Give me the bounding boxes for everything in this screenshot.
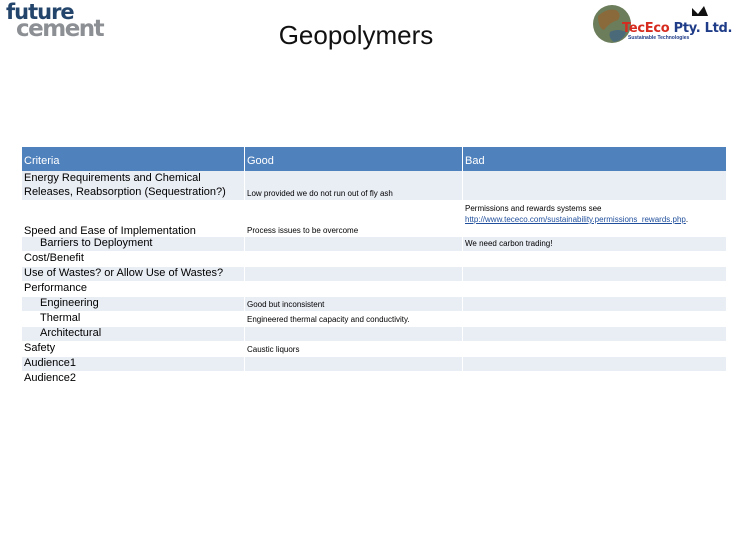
good-cell: Good but inconsistent <box>245 297 463 311</box>
table-row <box>22 282 726 297</box>
good-cell: Engineered thermal capacity and conductivity. <box>245 312 463 326</box>
table-row <box>22 327 726 342</box>
table-row <box>22 357 726 372</box>
page-title: Geopolymers <box>278 20 434 50</box>
good-cell: Low provided we do not run out of fly ash <box>245 171 463 200</box>
logo-cement-text: cement <box>16 16 104 42</box>
bad-cell <box>463 342 726 356</box>
table-row <box>22 201 726 237</box>
criteria-cell: Safety <box>22 342 245 356</box>
table-row <box>22 252 726 267</box>
bad-cell <box>463 312 726 326</box>
good-cell: Caustic liquors <box>245 342 463 356</box>
good-cell <box>245 282 463 296</box>
criteria-cell: Thermal <box>22 312 245 326</box>
good-cell: Process issues to be overcome <box>245 201 463 236</box>
good-cell <box>245 237 463 251</box>
bad-cell <box>463 357 726 371</box>
criteria-cell: Audience2 <box>22 372 245 386</box>
criteria-table <box>22 147 726 387</box>
header-criteria: Criteria <box>22 147 245 171</box>
bad-cell: We need carbon trading! <box>465 239 553 248</box>
criteria-cell: Cost/Benefit <box>22 252 245 266</box>
criteria-cell: Speed and Ease of Implementation <box>22 201 245 236</box>
criteria-cell: Engineering <box>22 297 245 311</box>
table-row <box>22 267 726 282</box>
table-row <box>22 297 726 312</box>
table-row <box>22 342 726 357</box>
criteria-cell: Energy Requirements and Chemical Releases, Reabsorption (Sequestration?) <box>22 171 245 200</box>
logo-future-text: future <box>6 0 74 24</box>
tececo-brand-name: TecEco Pty. Ltd. <box>622 21 732 36</box>
tececo-logo <box>590 2 732 48</box>
bad-cell <box>463 252 726 266</box>
good-cell <box>245 252 463 266</box>
bad-cell <box>463 267 726 281</box>
bad-cell <box>463 327 726 341</box>
good-cell <box>245 357 463 371</box>
criteria-cell: Performance <box>22 282 245 296</box>
good-cell <box>245 267 463 281</box>
table-row <box>22 171 726 201</box>
bad-cell: Permissions and rewards systems see http://www.tececo.com/sustainability.permissions_rewards.php. <box>465 204 689 224</box>
table-row <box>22 372 726 387</box>
table-row <box>22 237 726 252</box>
bad-cell <box>463 372 726 386</box>
header-bad: Bad <box>465 155 485 167</box>
table-header <box>22 147 726 171</box>
tececo-tagline: Sustainable Technologies <box>628 35 690 41</box>
bad-cell <box>463 282 726 296</box>
bad-cell <box>463 171 726 200</box>
bad-cell <box>463 297 726 311</box>
criteria-cell: Use of Wastes? or Allow Use of Wastes? <box>22 267 245 281</box>
criteria-cell: Audience1 <box>22 357 245 371</box>
criteria-cell: Architectural <box>22 327 245 341</box>
good-cell <box>245 327 463 341</box>
good-cell <box>245 372 463 386</box>
table-row <box>22 312 726 327</box>
permissions-rewards-link[interactable]: http://www.tececo.com/sustainability.permissions_rewards.php <box>465 215 686 224</box>
header-good: Good <box>245 147 463 171</box>
criteria-cell: Barriers to Deployment <box>22 237 245 251</box>
